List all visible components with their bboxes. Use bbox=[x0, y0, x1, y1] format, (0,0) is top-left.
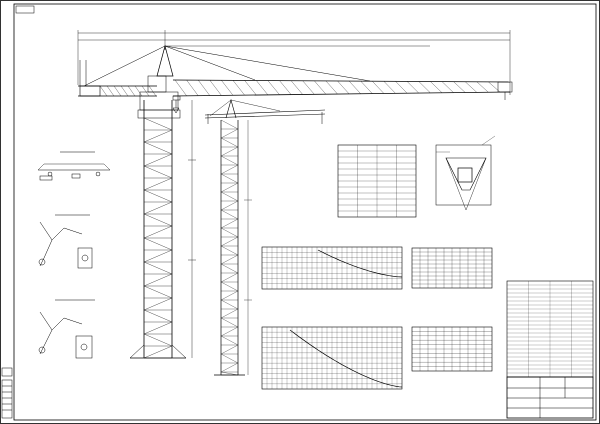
load-table-2 bbox=[412, 327, 492, 371]
jib-dimension-lines bbox=[78, 30, 510, 95]
parts-list bbox=[507, 281, 593, 377]
counter-jib bbox=[78, 46, 165, 96]
trolley-hook bbox=[173, 96, 180, 113]
anchoring-detail bbox=[436, 136, 495, 210]
parameter-table bbox=[338, 145, 416, 217]
left-margin-table bbox=[2, 380, 12, 418]
capacity-chart-1 bbox=[262, 247, 402, 289]
detail-sketch-middle bbox=[39, 215, 92, 268]
main-crane bbox=[78, 30, 512, 358]
title-block bbox=[507, 377, 593, 418]
outer-border bbox=[1, 1, 600, 424]
tower-head bbox=[157, 46, 173, 76]
main-mast bbox=[130, 100, 186, 358]
main-jib bbox=[165, 46, 512, 100]
detail-sketch-bottom bbox=[39, 300, 95, 358]
capacity-chart-2 bbox=[262, 327, 402, 389]
tag-bottom-left bbox=[2, 368, 12, 376]
inner-frame bbox=[14, 4, 596, 420]
detail-sketch-top bbox=[38, 152, 110, 180]
load-table-1 bbox=[412, 248, 492, 288]
tag-top-left bbox=[16, 6, 34, 13]
mast-height-dimension bbox=[188, 100, 196, 358]
